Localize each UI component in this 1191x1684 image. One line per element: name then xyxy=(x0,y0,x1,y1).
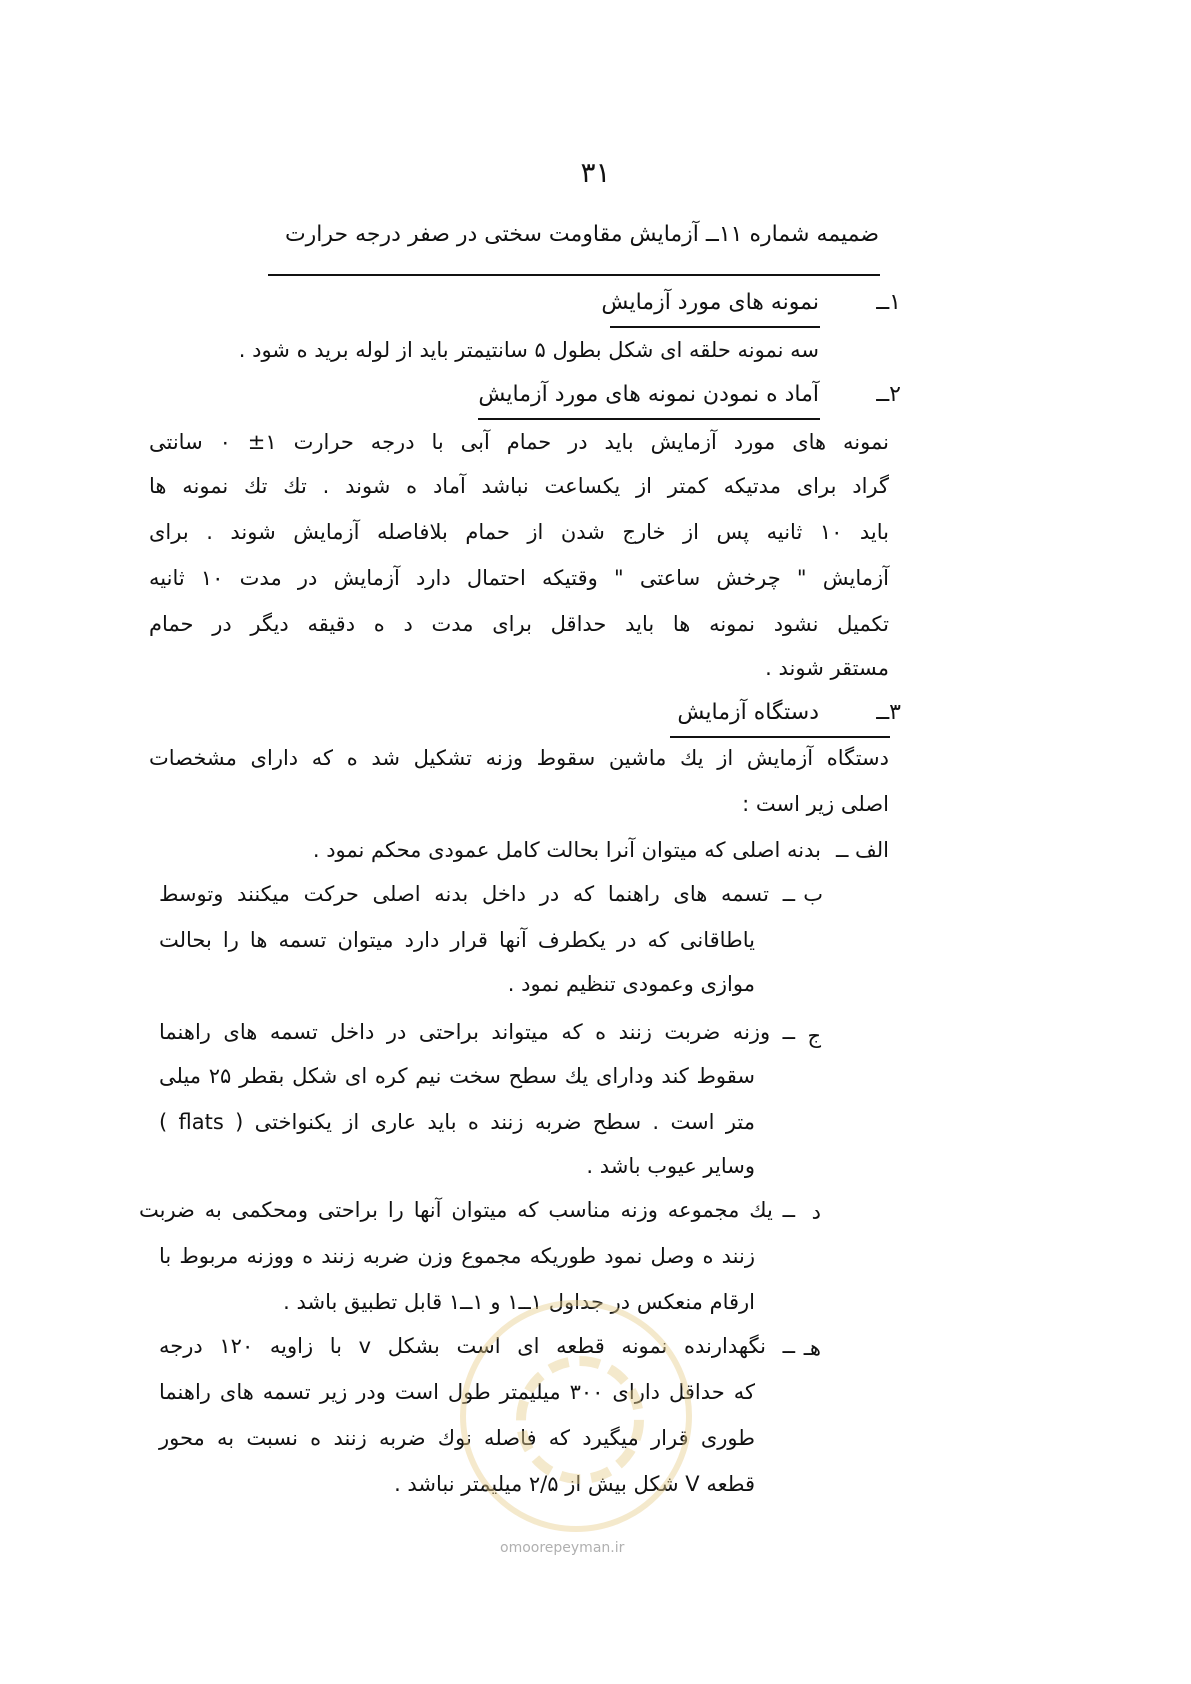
watermark-seal xyxy=(460,1300,692,1532)
item-line: متر است . سطح ضربه زنند ه باید عاری از یکنواختی ( flats ) xyxy=(159,1110,755,1134)
section-2-heading: آماد ه نمودن نمونه های مورد آزمایش xyxy=(478,382,819,407)
section-3-line: دستگاه آزمایش از یك ماشین سقوط وزنه تشکیل شد ه که دارای مشخصات xyxy=(149,746,889,770)
watermark-text: omoorepeyman.ir xyxy=(500,1540,625,1556)
item-line: ــ نگهدارنده نمونه قطعه ای است بشکل v با زاویه ۱۲۰ درجه xyxy=(159,1334,795,1358)
section-1-line: سه نمونه حلقه ای شکل بطول ۵ سانتیمتر باید از لوله برید ه شود . xyxy=(238,338,819,362)
item-line: ــ وزنه ضربت زنند ه که میتواند براحتی در داخل تسمه های راهنما xyxy=(159,1020,795,1044)
section-2-line: گراد برای مدتیکه کمتر از یکساعت نباشد آماد ه شوند . تك تك نمونه ها xyxy=(149,474,889,498)
item-line: بدنه اصلی که میتوان آنرا بحالت کامل عمودی محکم نمود . xyxy=(312,838,821,862)
item-label: الف ــ xyxy=(836,838,889,862)
item-line: قطعه V شکل بیش از ۲/۵ میلیمتر نباشد . xyxy=(394,1472,755,1496)
item-line: وسایر عیوب باشد . xyxy=(586,1154,755,1178)
item-line: ارقام منعکس در جداول ۱ــ۱ و ۱ــ۱ قابل تطبیق باشد . xyxy=(283,1290,755,1314)
section-2-number: ۲ــ xyxy=(876,382,901,407)
section-1-number: ۱ــ xyxy=(876,290,901,315)
item-label: هـ xyxy=(803,1336,821,1360)
page-number: ۳۱ xyxy=(580,156,611,189)
section-2-line: تکمیل نشود نمونه ها باید حداقل برای مدت د ه دقیقه دیگر در حمام xyxy=(149,612,889,636)
item-line: طوری قرار میگیرد که فاصله نوك ضربه زنند ه نسبت به محور xyxy=(159,1426,755,1450)
item-label: ج xyxy=(807,1024,821,1048)
section-2-line: مستقر شوند . xyxy=(765,656,889,680)
section-1-heading: نمونه های مورد آزمایش xyxy=(601,290,819,315)
item-line: سقوط کند ودارای یك سطح سخت نیم کره ای شکل بقطر ۲۵ میلی xyxy=(159,1064,756,1088)
item-label: د xyxy=(811,1200,821,1224)
item-line: ــ تسمه های راهنما که در داخل بدنه اصلی حرکت میکنند وتوسط xyxy=(159,882,795,906)
item-line: که حداقل دارای ۳۰۰ میلیمتر طول است ودر زیر تسمه های راهنما xyxy=(159,1380,756,1404)
item-line: زنند ه وصل نمود طوریکه مجموع وزن ضربه زنند ه ووزنه مربوط با xyxy=(159,1244,755,1268)
section-2-line: نمونه های مورد آزمایش باید در حمام آبی با درجه حرارت ۱± ۰ سانتی xyxy=(149,430,889,454)
item-line: موازی وعمودی تنظیم نمود . xyxy=(507,972,755,996)
gear-icon xyxy=(516,1356,644,1484)
item-line: یاطاقانی که در یکطرف آنها قرار دارد میتوان تسمه ها را بحالت xyxy=(159,928,755,952)
section-1-underline xyxy=(610,326,820,328)
section-2-line: باید ۱۰ ثانیه پس از خارج شدن از حمام بلافاصله آزمایش شوند . برای xyxy=(149,520,889,544)
title-underline xyxy=(268,274,880,276)
section-3-heading: دستگاه آزمایش xyxy=(677,700,819,725)
item-label: ب xyxy=(803,882,823,906)
section-3-underline xyxy=(670,736,890,738)
item-line: ــ یك مجموعه وزنه مناسب که میتوان آنها را براحتی ومحکمی به ضربت xyxy=(139,1198,795,1222)
section-3-line: اصلی زیر است : xyxy=(742,792,889,816)
section-3-number: ۳ــ xyxy=(876,700,901,725)
section-2-line: آزمایش " چرخش ساعتی " وقتیکه احتمال دارد آزمایش در مدت ۱۰ ثانیه xyxy=(149,566,889,590)
page-title: ضمیمه شماره ۱۱ــ آزمایش مقاومت سختی در صفر درجه حرارت xyxy=(284,222,879,247)
section-2-underline xyxy=(478,418,820,420)
